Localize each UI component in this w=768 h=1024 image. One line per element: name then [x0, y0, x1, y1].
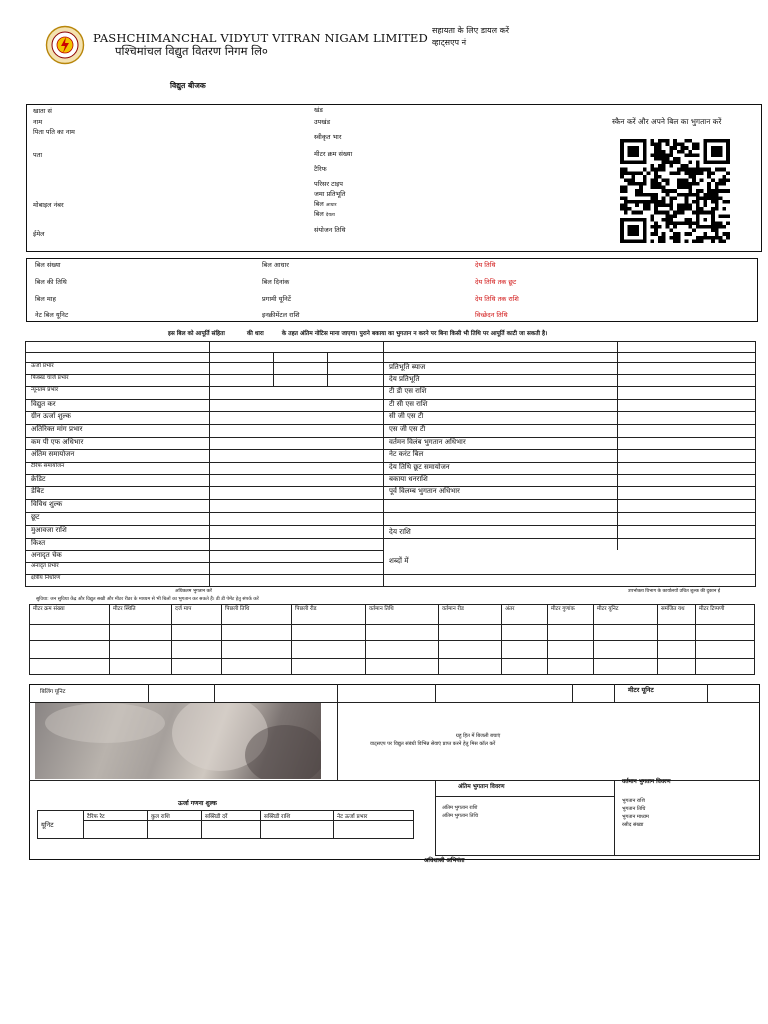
- meter-cell: [110, 641, 172, 659]
- charge-label: डेबिट: [31, 487, 45, 495]
- meter-cell: [439, 641, 502, 659]
- meter-cell: [594, 625, 658, 641]
- company-name-english: PASHCHIMANCHAL VIDYUT VITRAN NIGAM LIMITED: [93, 31, 428, 45]
- charge-label: मुआवजा राशि: [31, 526, 67, 534]
- scan-to-pay-text: स्कैन करें और अपने बिल का भुगतान करें: [612, 117, 722, 126]
- company-name-hindi: पश्चिमांचल विद्युत वितरण निगम लि०: [115, 44, 268, 58]
- premises-type-label: परिसर टाइप: [314, 180, 343, 188]
- energy-column-header: यूनिट: [38, 811, 84, 839]
- security-deposit-label: जमा प्रतिभूति: [314, 190, 346, 198]
- meter-cell: [292, 641, 366, 659]
- bill-info-box: [26, 258, 758, 322]
- charge-label: नेट करंट बिल: [389, 450, 424, 458]
- payment-locations-note: उपभोक्ता विभाग के कार्यालयों उचित शुल्क की दुकान ई: [628, 589, 720, 594]
- bill-month-label: बिल माह: [35, 295, 56, 303]
- meter-cell: [366, 659, 439, 675]
- charge-label: किश्त: [31, 539, 46, 547]
- meter-cell: [594, 659, 658, 675]
- subdivision-label: उपखंड: [314, 118, 331, 126]
- meter-cell: [292, 625, 366, 641]
- meter-cell: [30, 659, 110, 675]
- meter-cell: [658, 625, 696, 641]
- payment-amount-label: भुगतान राशि: [622, 798, 645, 804]
- meter-column-header: अंतर: [502, 605, 548, 625]
- charge-label: अनादृत प्रभार: [31, 563, 59, 569]
- mobile-label: मोबाइल नंबर: [33, 201, 64, 209]
- email-label: ईमेल: [33, 230, 45, 238]
- meter-column-header: मीटर यूनिट: [594, 605, 658, 625]
- meter-cell: [502, 625, 548, 641]
- energy-column-header: सब्सिडी राशि: [261, 811, 334, 821]
- meter-cell: [366, 625, 439, 641]
- charge-label: अतिरिक्त मांग प्रभार: [31, 425, 83, 433]
- receipt-number-label: रसीद संख्या: [622, 822, 644, 828]
- address-label: पता: [33, 151, 43, 159]
- meter-cell: [30, 641, 110, 659]
- charge-label: ऊर्जा प्रभार: [31, 363, 54, 369]
- whatsapp-label: व्हाट्सएप नं: [432, 38, 467, 47]
- meter-column-header: मीटर गुणांक: [548, 605, 594, 625]
- meter-column-header: वर्तमान तिथि: [366, 605, 439, 625]
- energy-cell: [334, 821, 414, 839]
- charge-label: पूर्व विलम्ब भुगतान अधिभार: [389, 487, 460, 495]
- charge-label: प्रतिभूति ब्याज: [389, 363, 426, 371]
- charge-label: टी डी एस राशि: [389, 387, 427, 395]
- billed-units-label: बिलिंग यूनिट: [40, 689, 66, 695]
- meter-column-header: पिछली रीड: [292, 605, 366, 625]
- current-payment-title: वर्तमान भुगतान विवरण: [622, 779, 671, 785]
- last-payment-title: अंतिम भुगतान विवरण: [458, 784, 505, 790]
- payment-date-label: भुगतान तिथि: [622, 806, 646, 812]
- charge-label: कम पी एफ अधिभार: [31, 438, 84, 446]
- charge-label: वर्तमन विलंब भुगतान अधिभार: [389, 438, 466, 446]
- meter-cell: [696, 659, 755, 675]
- meter-cell: [548, 641, 594, 659]
- meter-reading-table: [29, 604, 755, 675]
- amount-till-due-date-label: देय तिथि तक राशि: [475, 295, 519, 303]
- meter-cell: [696, 625, 755, 641]
- energy-column-header: टैरिफ रेट: [84, 811, 148, 821]
- tariff-label: टैरिफ: [314, 165, 327, 173]
- save-electricity-text: ग्रहु हित में बिजली बचाएं: [456, 733, 501, 739]
- charge-label: क्रेडिट: [31, 475, 46, 483]
- energy-column-header: नेट ऊर्जा प्रभार: [334, 811, 414, 821]
- meter-cell: [172, 659, 222, 675]
- charge-label: देय तिथि छूट समायोजन: [389, 463, 450, 471]
- charge-label: ग्रीन ऊर्जा शुल्क: [31, 412, 71, 420]
- meter-cell: [548, 625, 594, 641]
- meter-cell: [658, 659, 696, 675]
- meter-column-header: वर्तमान रीड: [439, 605, 502, 625]
- progressive-units-label: प्रगामी यूनिटें: [262, 295, 292, 303]
- energy-cell: [84, 821, 148, 839]
- pay-maximum-note: अधिकतम भुगतान करें: [175, 589, 212, 594]
- bill-basis-info-label: बिल आधार: [262, 261, 289, 269]
- meter-column-header: मीटर क्रम संख्या: [30, 605, 110, 625]
- charge-label: विविध शुल्क: [31, 500, 63, 508]
- amount-due-label: देय राशि: [389, 527, 411, 536]
- disconnection-date-label: विच्छेदन तिथि: [475, 311, 508, 319]
- meter-cell: [292, 659, 366, 675]
- charge-label: सी जी एस टी: [389, 412, 424, 420]
- charge-label: क्षेत्रीय निर्धारण: [31, 575, 61, 581]
- division-label: खंड: [314, 106, 323, 114]
- father-name-label: पिता पति का नाम: [33, 128, 75, 136]
- charge-label: अनादृत चेक: [31, 551, 62, 559]
- energy-cell: [202, 821, 261, 839]
- charge-label: छूट: [31, 513, 40, 521]
- payment-facility-note: सुविधा: जन सुविधा केंद्र और विद्युत सखी और मीटर रीडर के माध्यम से भी बिलों का भुगतान कर सकते हैं। डी डी पेमेंट हेतु संपर्क करें: [36, 597, 259, 602]
- charge-label: टैरिफ समायोजन: [31, 463, 65, 469]
- last-payment-amount-label: अंतिम भुगतान राशि: [442, 805, 478, 811]
- meter-cell: [439, 659, 502, 675]
- bill-date-label: बिल की तिथि: [35, 278, 67, 286]
- meter-cell: [30, 625, 110, 641]
- connection-date-label: संयोजन तिथि: [314, 226, 346, 234]
- net-bill-units-label: नेट बिल यूनिट: [35, 311, 69, 319]
- meter-column-header: पिछली तिथि: [222, 605, 292, 625]
- meter-cell: [548, 659, 594, 675]
- payment-mode-label: भुगतान माध्यम: [622, 814, 649, 820]
- meter-cell: [594, 641, 658, 659]
- meter-cell: [439, 625, 502, 641]
- rebate-till-due-date-label: देय तिथि तक छूट: [475, 278, 517, 286]
- meter-cell: [696, 641, 755, 659]
- charge-label: अंतिम समायोजन: [31, 450, 75, 458]
- account-number-label: खाता सं: [33, 107, 52, 115]
- meter-cell: [110, 659, 172, 675]
- bill-liability-label: बिल देयता: [314, 210, 335, 218]
- meter-cell: [502, 659, 548, 675]
- meter-unit-label: मीटर यूनिट: [628, 686, 654, 694]
- energy-charge-title: ऊर्जा गणना शुल्क: [178, 800, 217, 807]
- sanctioned-load-label: स्वीकृत भार: [314, 133, 342, 141]
- meter-serial-label: मीटर क्रम संख्या: [314, 150, 353, 158]
- meter-cell: [502, 641, 548, 659]
- company-logo: [45, 25, 85, 65]
- meter-cell: [658, 641, 696, 659]
- energy-charge-table: [37, 810, 414, 839]
- whatsapp-service-text: वाट्सएप पर विद्युत संबंधी विभिन्न सेवाएं प्राप्त करने हेतु मिस कॉल करें: [370, 741, 496, 747]
- advertisement-image: [35, 703, 321, 779]
- charge-label: फिक्स्ड चार्ज प्रभार: [31, 375, 69, 381]
- charge-label: बकाया धनराशि: [389, 475, 428, 483]
- incremental-amount-label: इनक्रीमेंटल राशि: [262, 311, 300, 319]
- charge-label: देय प्रतिभूति: [389, 375, 420, 383]
- energy-cell: [261, 821, 334, 839]
- meter-cell: [222, 625, 292, 641]
- charge-label: टी सी एस राशि: [389, 400, 428, 408]
- energy-column-header: सब्सिडी दरें: [202, 811, 261, 821]
- meter-column-header: मीटर स्थिति: [110, 605, 172, 625]
- meter-cell: [222, 641, 292, 659]
- bill-basis-label: बिल आधार: [314, 200, 337, 208]
- charge-label: एस जी एस टी: [389, 425, 426, 433]
- last-payment-date-label: अंतिम भुगतान तिथि: [442, 813, 479, 819]
- meter-cell: [172, 625, 222, 641]
- meter-cell: [110, 625, 172, 641]
- bill-title: विद्युत बीजक: [170, 81, 206, 90]
- bill-dated-label: बिल दिनांक: [262, 278, 290, 286]
- meter-cell: [172, 641, 222, 659]
- energy-column-header: कुल राशि: [148, 811, 202, 821]
- payment-qr-code[interactable]: [620, 139, 730, 243]
- helpline-label: सहायता के लिए डायल करें: [432, 26, 510, 35]
- meter-column-header: दर्ज माप: [172, 605, 222, 625]
- charge-label: न्यूनतम प्रभार: [31, 387, 59, 393]
- meter-column-header: मीटर टिप्पणी: [696, 605, 755, 625]
- name-label: नाम: [33, 118, 43, 126]
- due-date-label: देय तिथि: [475, 261, 496, 269]
- executive-engineer-label: अधिशासी अभियंता: [424, 858, 465, 864]
- energy-cell: [148, 821, 202, 839]
- amount-in-words-label: शब्दों में: [389, 556, 409, 565]
- charge-label: विद्युत कर: [31, 400, 56, 408]
- meter-cell: [366, 641, 439, 659]
- bill-number-label: बिल संख्या: [35, 261, 61, 269]
- meter-column-header: समंजित यथ: [658, 605, 696, 625]
- final-notice-text: इस बिल को आपूर्ति संहिता की धारा के तहत अंतिम नोटिस माना जाएगा। पुराने बकाया का भुगतान न करने पर बिना किसी भी तिथि पर आपूर्ति काटी जा सकती है।: [168, 331, 548, 337]
- meter-cell: [222, 659, 292, 675]
